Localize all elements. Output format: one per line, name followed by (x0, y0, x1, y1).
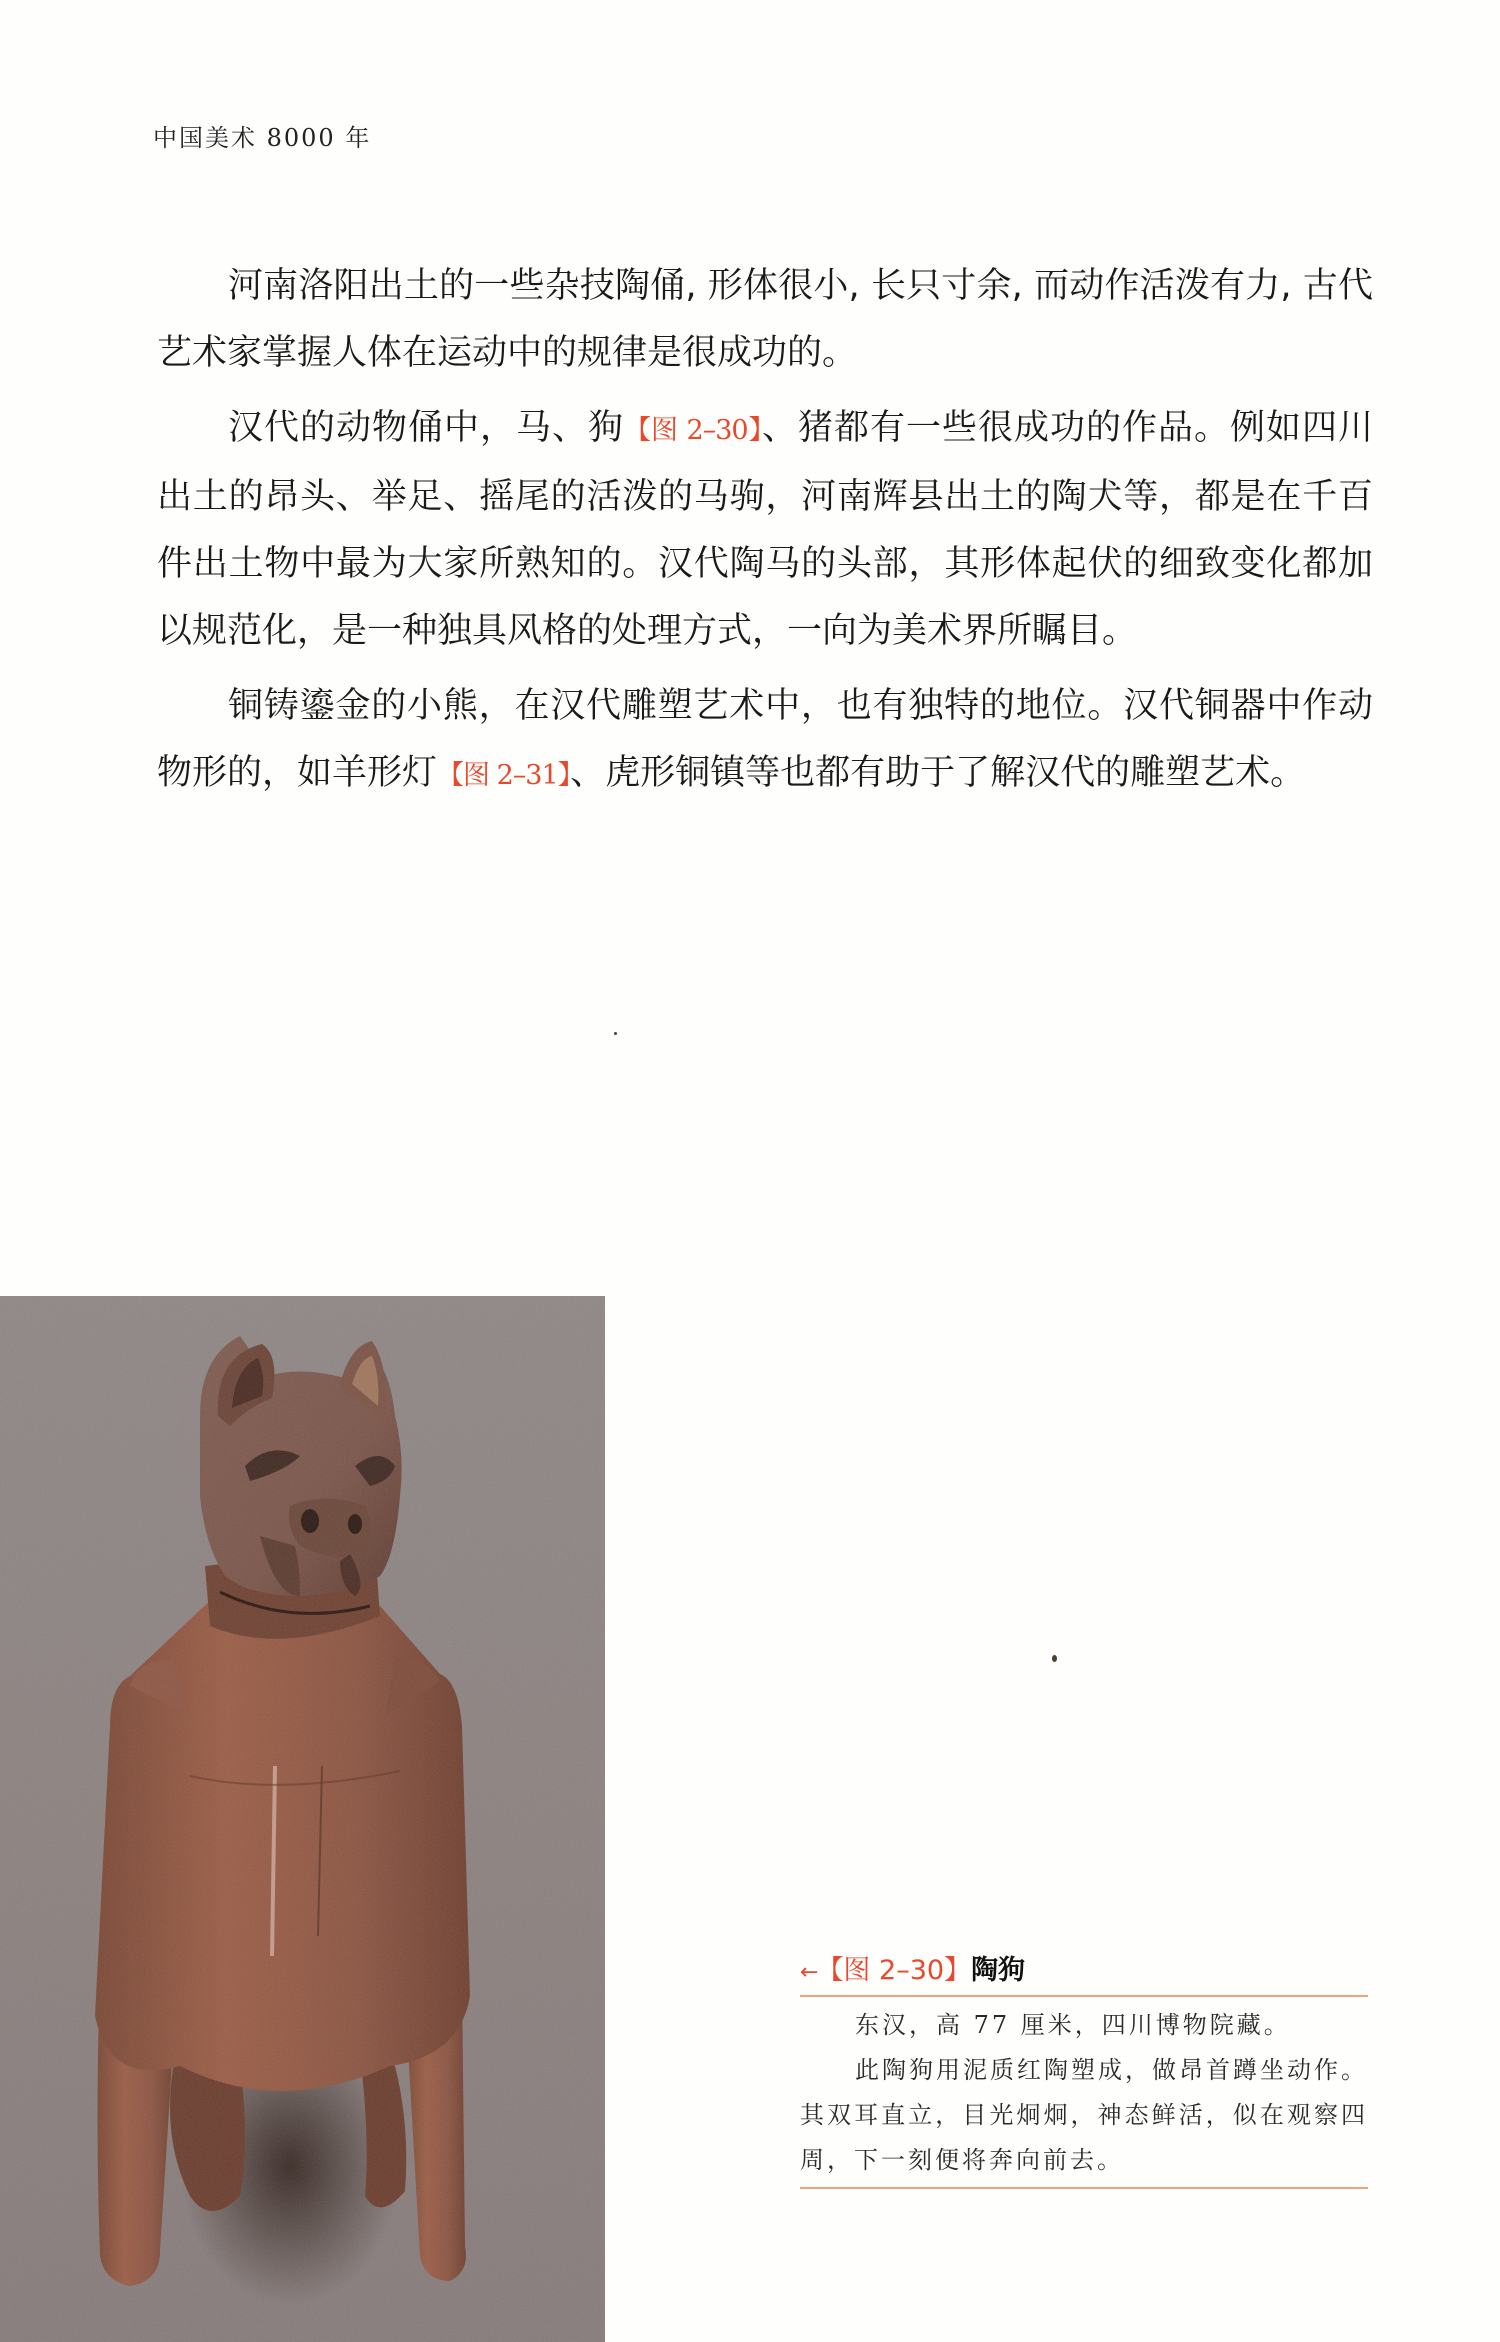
paragraph-text: 铜铸鎏金的小熊，在汉代雕塑艺术中，也有独特的地位。汉代铜器中作动物形的，如羊形灯 (157, 686, 1373, 793)
running-header: 中国美术 8000 年 (153, 124, 372, 152)
dog-figure-image (0, 1296, 605, 2342)
caption-line-description: 此陶狗用泥质红陶塑成，做昂首蹲坐动作。其双耳直立，目光炯炯，神态鲜活，似在观察四周，下一刻便将奔向前去。 (800, 2056, 1368, 2174)
paragraph-2 (157, 395, 1373, 665)
caption-figure-number: 【图 2–30】 (816, 1955, 972, 1986)
scan-speck (614, 1032, 617, 1035)
paragraph-text: 河南洛阳出土的一些杂技陶俑, 形体很小, 长只寸余, 而动作活泼有力, 古代艺术家掌握人体在运动中的规律是很成功的。 (157, 266, 1373, 373)
paragraph-3 (157, 673, 1373, 809)
caption-header (800, 1952, 1368, 1997)
caption-line-provenance: 东汉，高 77 厘米，四川博物院藏。 (855, 2011, 1291, 2039)
caption-title: 陶狗 (971, 1955, 1026, 1986)
paragraph-text: 、虎形铜镇等也都有助于了解汉代的雕塑艺术。 (570, 753, 1306, 793)
figure-reference-2-30[interactable]: 【图 2–30】 (623, 415, 763, 446)
terracotta-dog-photo (0, 1296, 605, 2342)
paragraph-1 (157, 253, 1373, 387)
body-text (157, 253, 1373, 817)
paragraph-text: 汉代的动物俑中，马、狗 (228, 408, 624, 448)
paragraph-text: 、猪都有一些很成功的作品。例如四川出土的昂头、举足、摇尾的活泼的马驹，河南辉县出土的陶犬等，都是在千百件出土物中最为大家所熟知的。汉代陶马的头部，其形体起伏的细致变化都加以规范化，是一种独具风格的处理方式，一向为美术界所瞩目。 (157, 408, 1373, 651)
caption-body (800, 1997, 1368, 2189)
figure-reference-2-31[interactable]: 【图 2–31】 (437, 760, 571, 791)
figure-caption (800, 1952, 1368, 2189)
scan-speck (1052, 1655, 1057, 1662)
arrow-left-icon: ← (800, 1960, 817, 1985)
